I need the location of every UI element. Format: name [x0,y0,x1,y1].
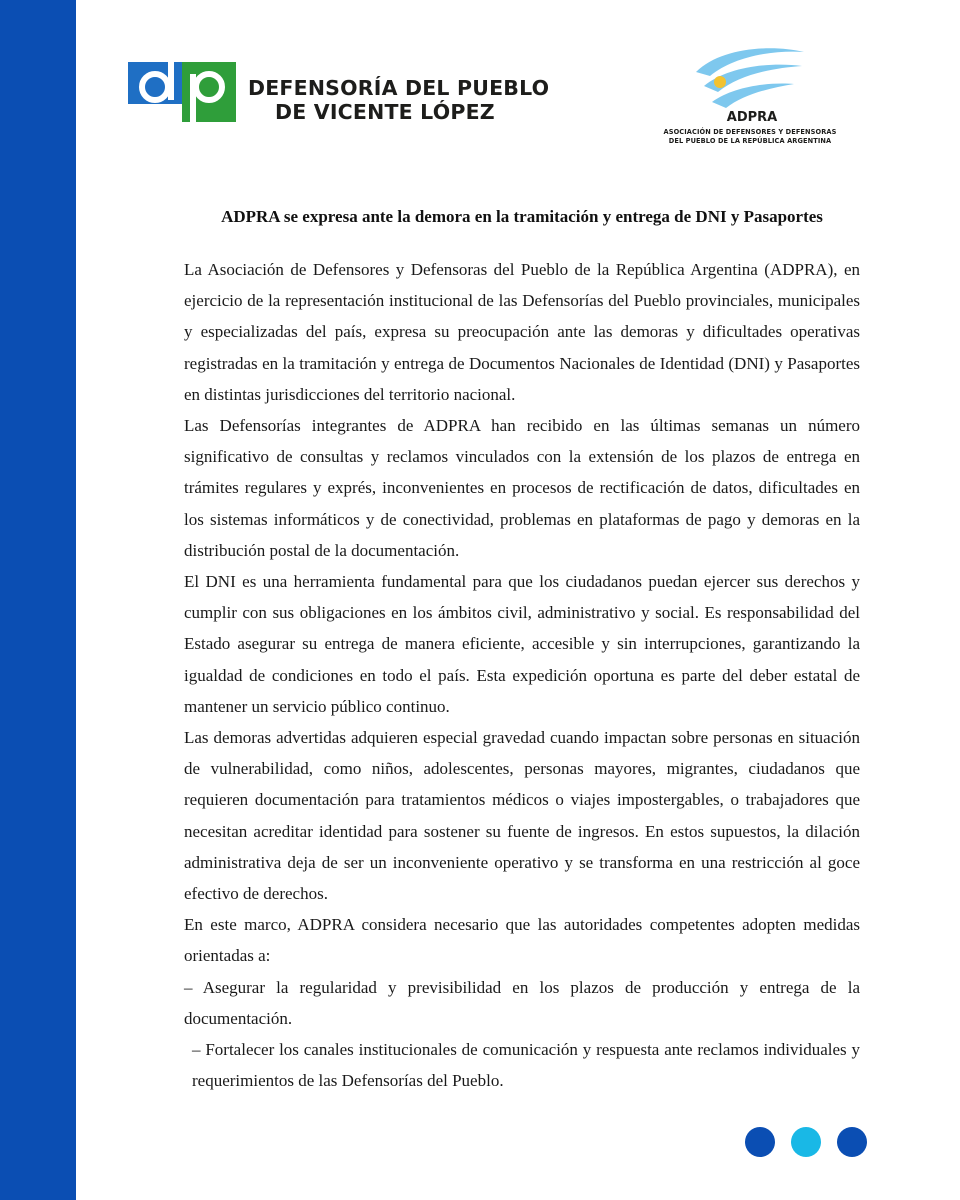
adpra-short-name: ADPRA [726,110,778,125]
adpra-emblem-icon [690,42,808,116]
decor-dot-dark-1 [745,1127,775,1157]
paragraph-measures-intro: En este marco, ADPRA considera necesario que las autoridades competentes adopten medidas orientadas a: [184,915,860,966]
decor-dot-dark-2 [837,1127,867,1157]
left-blue-sidebar [0,0,76,1200]
adpra-full-name [640,128,860,146]
defensoria-name-line1: DEFENSORÍA DEL PUEBLO [248,76,550,100]
defensoria-name [248,76,549,124]
paragraph-intro: La Asociación de Defensores y Defensoras del Pueblo de la República Argentina (ADPRA), en ejercicio de la representación institucional de las Defensorías del Pueblo provinciales, municipales y especializadas del país, expresa su preocupación ante las demoras y dificultades operativas registradas en la tramitación y entrega de Documentos Nacionales de Identidad (DNI) y Pasaportes en distintas jurisdicciones del territorio nacional. [184,260,860,404]
list-item-channels: – Fortalecer los canales institucionales de comunicación y respuesta ante reclamos individuales y requerimientos de las Defensorías del Pueblo. [192,1040,860,1091]
paragraph-complaints: Las Defensorías integrantes de ADPRA han recibido en las últimas semanas un número significativo de consultas y reclamos vinculados con la extensión de los plazos de entrega en trámites regulares y exprés, inconvenientes en procesos de rectificación de datos, dificultades en los sistemas informáticos y de conectividad, problemas en plataformas de pago y demoras en la distribución postal de la documentación. [184,416,860,560]
list-item-regularity: – Asegurar la regularidad y previsibilidad en los plazos de producción y entrega de la documentación. [184,977,860,1028]
document-body [184,254,860,1096]
adpra-full-name-line1: ASOCIACIÓN DE DEFENSORES Y DEFENSORAS [663,128,837,136]
document-title: ADPRA se expresa ante la demora en la tramitación y entrega de DNI y Pasaportes [221,207,823,226]
decor-dot-light [791,1127,821,1157]
dp-logo-mark [128,62,236,122]
defensoria-dp-logo [128,62,236,122]
adpra-full-name-line2: DEL PUEBLO DE LA REPÚBLICA ARGENTINA [668,137,832,145]
defensoria-name-line2: DE VICENTE LÓPEZ [275,100,495,124]
paragraph-vulnerability: Las demoras advertidas adquieren especial gravedad cuando impactan sobre personas en situación de vulnerabilidad, como niños, adolescentes, personas mayores, migrantes, ciudadanos que requieren documentación para tratamientos médicos o viajes impostergables, o trabajadores que necesitan acreditar identidad para sostener su fuente de ingresos. En estos supuestos, la dilación administrativa deja de ser un inconveniente operativo y se transforma en una restricción al goce efectivo de derechos. [184,728,860,904]
paragraph-dni-importance: El DNI es una herramienta fundamental para que los ciudadanos puedan ejercer sus derechos y cumplir con sus obligaciones en los ámbitos civil, administrativo y social. Es responsabilidad del Estado asegurar su entrega de manera eficiente, accesible y sin interrupciones, garantizando la igualdad de condiciones en todo el país. Esta expedición oportuna es parte del deber estatal de mantener un servicio público continuo. [184,572,860,716]
